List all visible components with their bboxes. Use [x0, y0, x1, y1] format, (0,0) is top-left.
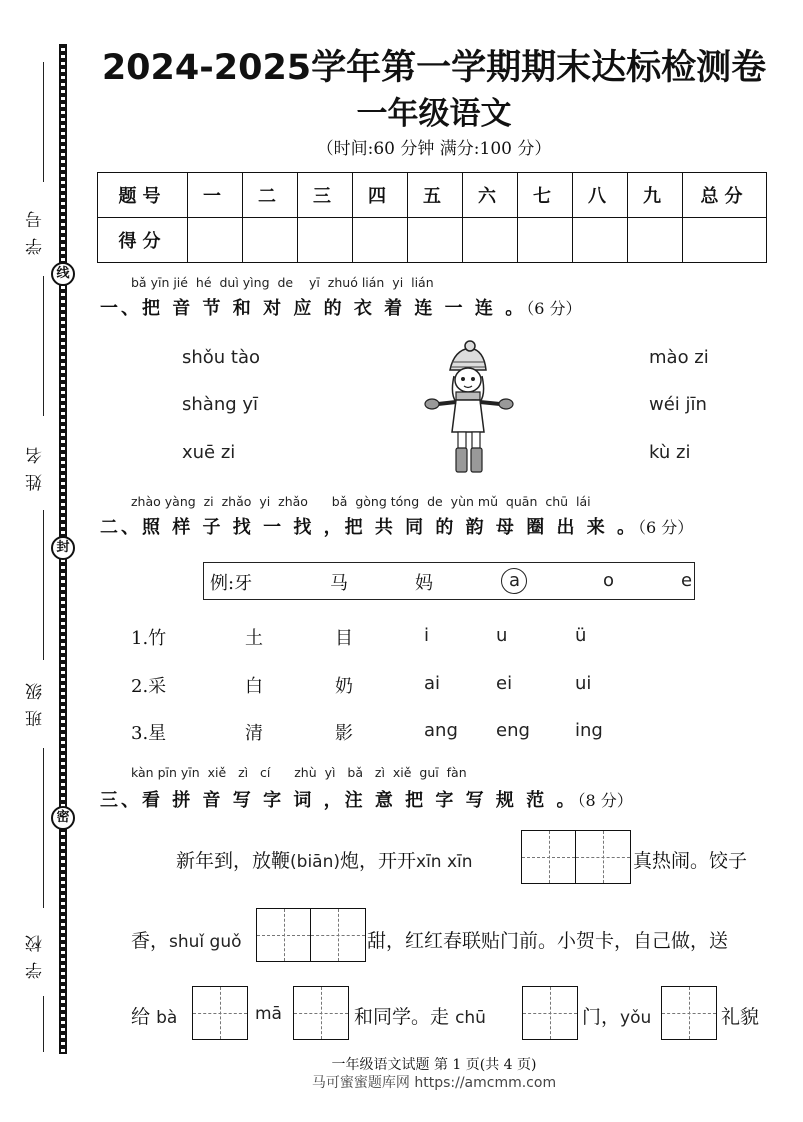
- passage-text: 炮，开开: [340, 850, 417, 872]
- name-label: 姓名: [26, 437, 46, 491]
- writing-grid[interactable]: [661, 986, 717, 1040]
- passage-pinyin: mā: [255, 1004, 282, 1024]
- q2-row-item: 影: [335, 723, 353, 744]
- q3-pinyin: kàn pīn yīn xiě zì cí zhù yì bǎ zì xiě guī fàn: [131, 765, 467, 780]
- q2-example-item: 例:牙: [210, 573, 253, 594]
- score-header-cell: 总分: [683, 173, 767, 218]
- q1-right-item[interactable]: wéi jīn: [649, 394, 707, 415]
- q2-heading: [100, 513, 693, 539]
- q2-choice[interactable]: ang: [424, 720, 458, 741]
- q3-heading-text: 三、看 拼 音 写 字 词 ，注 意 把 字 写 规 范 。: [100, 790, 578, 811]
- score-table-header-row: [98, 173, 767, 218]
- score-input-cell[interactable]: [353, 218, 408, 263]
- writing-grid[interactable]: [192, 986, 248, 1040]
- seal-mi: 密: [51, 806, 75, 830]
- q1-left-item[interactable]: shǒu tào: [182, 347, 261, 368]
- q2-row-item: 奶: [335, 676, 353, 697]
- seal-feng: 封: [51, 536, 75, 560]
- score-table: [97, 172, 767, 263]
- q3-passage-line-3: [131, 1002, 177, 1029]
- q3-passage-line-1: [176, 846, 473, 873]
- score-row-label: 得分: [98, 218, 188, 263]
- q3-passage-line-3d: 礼貌: [721, 1006, 760, 1028]
- q3-passage-line-3c: [582, 1002, 651, 1029]
- q3-passage-line-2: [131, 926, 242, 953]
- q3-passage-line-1b: 真热闹。饺子: [633, 850, 748, 872]
- q2-choice[interactable]: eng: [496, 720, 530, 741]
- q3-passage-line-3b: [354, 1002, 486, 1029]
- passage-pinyin: chū: [455, 1008, 486, 1028]
- q2-heading-text: 二、照 样 子 找 一 找 ，把 共 同 的 韵 母 圈 出 来 。: [100, 517, 638, 538]
- binding-line: [43, 276, 44, 416]
- passage-pinyin: (biān): [290, 852, 340, 872]
- q2-row-item: 1.竹: [131, 628, 167, 649]
- exam-title: 2024-2025学年第一学期期末达标检测卷: [101, 48, 767, 88]
- passage-text: 新年到，放鞭: [176, 850, 291, 872]
- q2-choice[interactable]: ing: [575, 720, 603, 741]
- binding-line: [43, 996, 44, 1052]
- score-input-cell[interactable]: [573, 218, 628, 263]
- writing-grid[interactable]: [522, 986, 578, 1040]
- q1-heading: [100, 294, 581, 320]
- q3-points: （8 分）: [577, 791, 633, 810]
- score-input-cell[interactable]: [628, 218, 683, 263]
- q2-row-item: 目: [335, 628, 353, 649]
- score-header-cell: 九: [628, 173, 683, 218]
- q2-row-item: 清: [245, 723, 263, 744]
- q1-right-item[interactable]: mào zi: [649, 347, 709, 368]
- binding-line: [43, 62, 44, 182]
- q2-example-item: 妈: [415, 573, 433, 594]
- score-header-cell: 八: [573, 173, 628, 218]
- seal-xian: 线: [51, 262, 75, 286]
- score-input-cell[interactable]: [243, 218, 298, 263]
- q2-example-item: e: [681, 570, 693, 591]
- q3-passage-pinyin: [255, 1002, 282, 1024]
- passage-text: 香，: [131, 930, 170, 952]
- page-footer: 一年级语文试题 第 1 页(共 4 页): [331, 1057, 537, 1073]
- q2-choice[interactable]: ai: [424, 673, 441, 694]
- q2-choice[interactable]: ei: [496, 673, 513, 694]
- writing-grid[interactable]: [293, 986, 349, 1040]
- q1-heading-text: 一、把 音 节 和 对 应 的 衣 着 连 一 连 。: [100, 298, 527, 319]
- score-header-cell: 三: [298, 173, 353, 218]
- writing-grid[interactable]: [521, 830, 631, 884]
- score-input-cell[interactable]: [408, 218, 463, 263]
- score-input-cell[interactable]: [683, 218, 767, 263]
- q2-example-item: o: [603, 570, 615, 591]
- q2-choice[interactable]: i: [424, 625, 430, 646]
- q2-choice[interactable]: ü: [575, 625, 587, 646]
- q1-points: （6 分）: [526, 299, 582, 318]
- site-watermark: 马可蜜蜜题库网 https://amcmm.com: [311, 1075, 557, 1091]
- score-input-cell[interactable]: [298, 218, 353, 263]
- passage-pinyin: xīn xīn: [416, 852, 473, 872]
- q2-example-item: a: [509, 570, 521, 591]
- q1-pinyin: bǎ yīn jié hé duì yìng de yī zhuó lián yi lián: [131, 275, 434, 290]
- q2-choice[interactable]: u: [496, 625, 508, 646]
- score-input-cell[interactable]: [188, 218, 243, 263]
- q2-pinyin: zhào yàng zi zhǎo yi zhǎo bǎ gòng tóng de yùn mǔ quān chū lái: [131, 494, 591, 509]
- score-header-cell: 五: [408, 173, 463, 218]
- score-header-cell: 题号: [98, 173, 188, 218]
- q2-example-item: 马: [330, 573, 348, 594]
- score-header-cell: 四: [353, 173, 408, 218]
- q2-row-item: 白: [245, 676, 263, 697]
- passage-text: 和同学。走: [354, 1006, 450, 1028]
- score-header-cell: 一: [188, 173, 243, 218]
- q1-right-item[interactable]: kù zi: [649, 442, 691, 463]
- score-header-cell: 七: [518, 173, 573, 218]
- score-input-cell[interactable]: [463, 218, 518, 263]
- girl-illustration: [420, 340, 516, 476]
- score-header-cell: 六: [463, 173, 518, 218]
- q1-left-item[interactable]: xuē zi: [182, 442, 236, 463]
- passage-text: 门，: [582, 1006, 621, 1028]
- binding-line: [43, 510, 44, 660]
- q2-example-box: [203, 562, 695, 600]
- q1-left-item[interactable]: shàng yī: [182, 394, 259, 415]
- class-label: 班级: [26, 673, 46, 727]
- q2-row-item: 3.星: [131, 723, 167, 744]
- score-input-cell[interactable]: [518, 218, 573, 263]
- q2-points: （6 分）: [638, 518, 694, 537]
- school-label: 学校: [26, 925, 46, 979]
- passage-pinyin: yǒu: [620, 1008, 652, 1028]
- writing-grid[interactable]: [256, 908, 366, 962]
- exam-subtitle: 一年级语文: [356, 96, 512, 132]
- passage-pinyin: bà: [156, 1008, 178, 1028]
- binding-line: [43, 748, 44, 908]
- passage-pinyin: shuǐ guǒ: [169, 932, 242, 952]
- q2-choice[interactable]: ui: [575, 673, 592, 694]
- score-header-cell: 二: [243, 173, 298, 218]
- q3-passage-line-2b: 甜，红红春联贴门前。小贺卡，自己做，送: [367, 930, 729, 952]
- student-number-label: 学号: [26, 201, 46, 255]
- q2-row-item: 2.采: [131, 676, 167, 697]
- exam-time-score: （时间:60 分钟 满分:100 分）: [316, 139, 552, 159]
- passage-text: 给: [131, 1006, 151, 1028]
- score-table-score-row: [98, 218, 767, 263]
- q2-row-item: 土: [245, 628, 263, 649]
- q3-heading: [100, 786, 633, 812]
